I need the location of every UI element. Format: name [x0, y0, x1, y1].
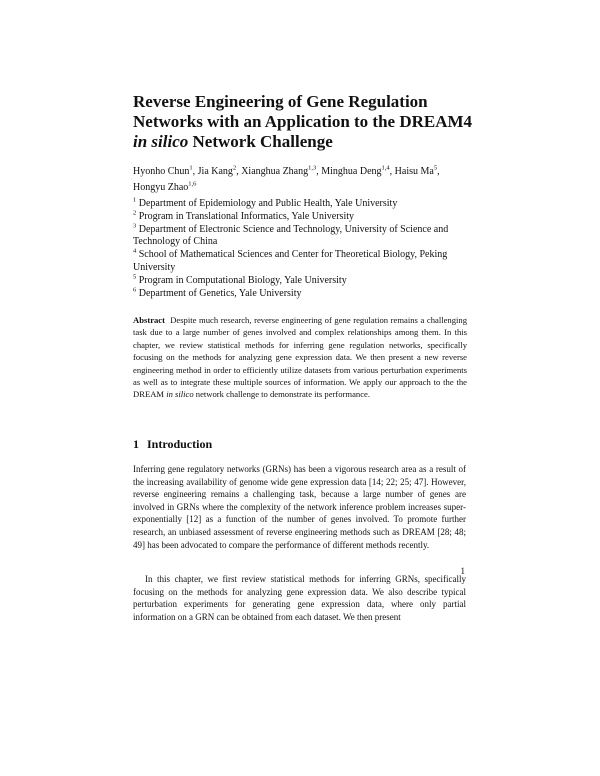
affiliation: $^3$ Department of Electronic Science and Technology, University of Science and Technology of China [133, 222, 449, 248]
title-line-2: Networks with an Application to the DREAM4 [133, 112, 473, 131]
section-heading [133, 437, 212, 452]
author: Hyonho Chun$^1$, [133, 164, 198, 177]
abstract-italic-term: in silico [166, 389, 194, 400]
body-paragraph: In this chapter, we first review statistical methods for inferring GRNs, specifically focusing on the methods for analyzing gene expression data. We also describe typical perturbation experiments for generating gene expression data, where only partial information on a GRN can be obtained from each dataset. We then present [133, 574, 466, 622]
author: Hongyu Zhao$^{1,6}$ [133, 180, 197, 193]
author: Jia Kang$^2$, [197, 164, 242, 177]
body-paragraph: Inferring gene regulatory networks (GRNs) has been a vigorous research area as a result of the increasing availability of genome wide gene expression data [14; 22; 25; 47]. However, reverse engineering remains a challenging task, because a large number of genes are involved in GRNs where the complexity of the network inference problem increases super-exponentially [12] as a function of the number of genes involved. To promote further research, an unbiased assessment of reverse engineering methods such as DREAM [28; 48; 49] has been advocated to compare the performance of different methods recently. [133, 464, 466, 550]
author-list [133, 164, 473, 196]
abstract-text: Despite much research, reverse engineering of gene regulation remains a challenging task due to a large number of genes involved and complex relationships among them. In this chapter, we review statistical methods for inferring gene regulation networks, specifically focusing on the methods for analyzing gene expression data. We then present a new reverse engineering method in order to efficiently utilize datasets from various perturbation experiments as well as to integrate these multiple sources of information. We apply our approach to the the DREAM [133, 315, 467, 400]
title-italic-term: in silico [133, 132, 189, 151]
page-number: 1 [460, 566, 465, 576]
author: Minghua Deng$^{1,4}$, [321, 164, 395, 177]
section-title: Introduction [147, 437, 213, 451]
author: Haisu Ma$^5$, [394, 164, 440, 177]
affiliation-list [133, 198, 473, 300]
section-number: 1 [133, 437, 139, 451]
author: Xianghua Zhang$^{1,3}$, [241, 164, 322, 177]
affiliation: $^1$ Department of Epidemiology and Public Health, Yale University [133, 196, 398, 209]
title-line-3: Network Challenge [188, 132, 333, 151]
paper-title [133, 92, 493, 152]
affiliation: $^5$ Program in Computational Biology, Yale University [133, 273, 347, 286]
abstract-label: Abstract [133, 315, 165, 325]
abstract-text-end: network challenge to demonstrate its performance. [193, 389, 370, 400]
abstract [133, 314, 467, 401]
title-line-1: Reverse Engineering of Gene Regulation [133, 92, 428, 111]
affiliation: $^4$ School of Mathematical Sciences and Center for Theoretical Biology, Peking University [133, 247, 448, 273]
affiliation: $^6$ Department of Genetics, Yale University [133, 286, 302, 299]
affiliation: $^2$ Program in Translational Informatics, Yale University [133, 209, 355, 222]
